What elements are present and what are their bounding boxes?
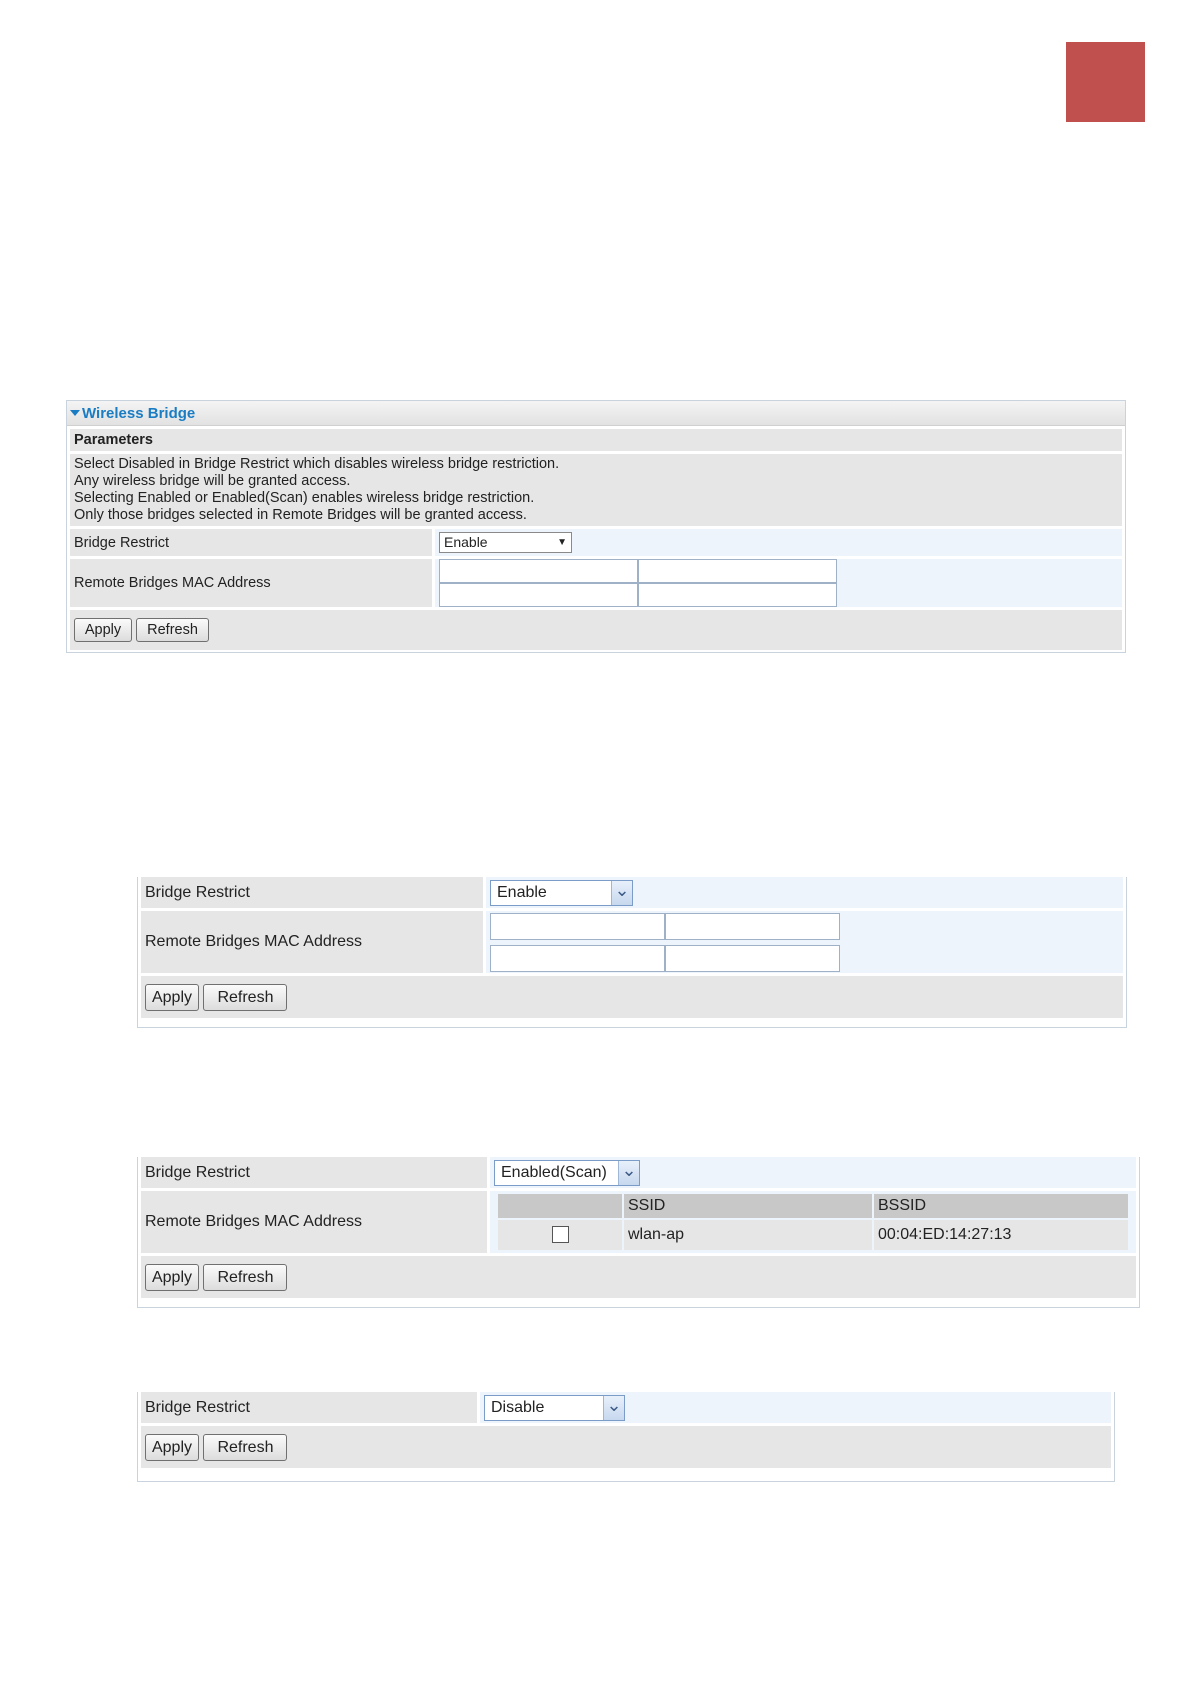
enable-panel: [137, 877, 1127, 1028]
remote-bridges-cell: [490, 1191, 1136, 1253]
refresh-button[interactable]: Refresh: [203, 1434, 287, 1461]
bridge-restrict-cell: [490, 1157, 1136, 1188]
mac-input[interactable]: [439, 583, 638, 607]
dropdown-arrow-icon: ⌄: [618, 1161, 639, 1185]
description-line: Selecting Enabled or Enabled(Scan) enables wireless bridge restriction.: [74, 490, 535, 506]
description-line: Select Disabled in Bridge Restrict which disables wireless bridge restriction.: [74, 456, 560, 472]
bridge-restrict-select[interactable]: [484, 1395, 625, 1421]
bridge-restrict-cell: [435, 529, 1122, 556]
wireless-bridge-panel: [66, 400, 1126, 653]
mac-input[interactable]: [490, 913, 665, 940]
mac-input[interactable]: [638, 583, 837, 607]
description-line: Only those bridges selected in Remote Bridges will be granted access.: [74, 507, 527, 523]
bridge-restrict-select[interactable]: [494, 1160, 640, 1186]
dropdown-arrow-icon: ⌄: [611, 881, 632, 905]
bridge-restrict-value: Disable: [491, 1398, 545, 1416]
bridge-restrict-value: Enabled(Scan): [501, 1163, 607, 1181]
bridge-restrict-label: Bridge Restrict: [70, 529, 432, 556]
table-row: [498, 1220, 1128, 1250]
column-header: [498, 1194, 622, 1218]
dropdown-arrow-icon: ⌄: [603, 1396, 624, 1420]
bridge-checkbox[interactable]: [552, 1226, 569, 1243]
apply-button[interactable]: Apply: [74, 618, 132, 642]
mac-input[interactable]: [665, 945, 840, 972]
bridge-restrict-label: Bridge Restrict: [141, 1157, 487, 1188]
button-row: [70, 610, 1122, 650]
mac-input[interactable]: [490, 945, 665, 972]
dropdown-arrow-icon: ▼: [557, 537, 567, 548]
bridge-restrict-cell: [486, 877, 1123, 908]
bridge-restrict-select[interactable]: [490, 880, 633, 906]
refresh-button[interactable]: Refresh: [136, 618, 209, 642]
refresh-button[interactable]: Refresh: [203, 1264, 287, 1291]
bridge-restrict-cell: [480, 1392, 1111, 1423]
description-block: [70, 454, 1122, 526]
refresh-button[interactable]: Refresh: [203, 984, 287, 1011]
mac-input[interactable]: [665, 913, 840, 940]
column-header-bssid: BSSID: [874, 1194, 1128, 1218]
remote-mac-cell: [486, 911, 1123, 973]
bssid-cell: 00:04:ED:14:27:13: [874, 1220, 1128, 1250]
remote-mac-cell: [435, 559, 1122, 607]
select-cell: [498, 1220, 622, 1250]
remote-mac-label: Remote Bridges MAC Address: [70, 559, 432, 607]
section-header[interactable]: [67, 401, 1125, 426]
bridge-restrict-select[interactable]: [439, 532, 572, 553]
button-row: [141, 976, 1123, 1018]
button-row: [141, 1426, 1111, 1468]
enabled-scan-panel: [137, 1157, 1140, 1308]
apply-button[interactable]: Apply: [145, 1434, 199, 1461]
column-header-ssid: SSID: [624, 1194, 872, 1218]
apply-button[interactable]: Apply: [145, 984, 199, 1011]
chapter-tab: [1066, 42, 1145, 122]
parameters-heading: Parameters: [70, 429, 1122, 451]
remote-mac-label: Remote Bridges MAC Address: [141, 911, 483, 973]
bridge-restrict-label: Bridge Restrict: [141, 877, 483, 908]
section-title: Wireless Bridge: [82, 404, 196, 422]
apply-button[interactable]: Apply: [145, 1264, 199, 1291]
description-line: Any wireless bridge will be granted access.: [74, 473, 351, 489]
mac-input[interactable]: [439, 559, 638, 583]
bridge-restrict-label: Bridge Restrict: [141, 1392, 477, 1423]
disable-panel: [137, 1392, 1115, 1482]
collapse-triangle-icon: [70, 410, 80, 416]
bridge-restrict-value: Enable: [497, 883, 547, 901]
scan-results-table: [496, 1192, 1130, 1252]
button-row: [141, 1256, 1136, 1298]
bridge-restrict-value: Enable: [444, 534, 488, 550]
remote-mac-label: Remote Bridges MAC Address: [141, 1191, 487, 1253]
ssid-cell: wlan-ap: [624, 1220, 872, 1250]
mac-input[interactable]: [638, 559, 837, 583]
